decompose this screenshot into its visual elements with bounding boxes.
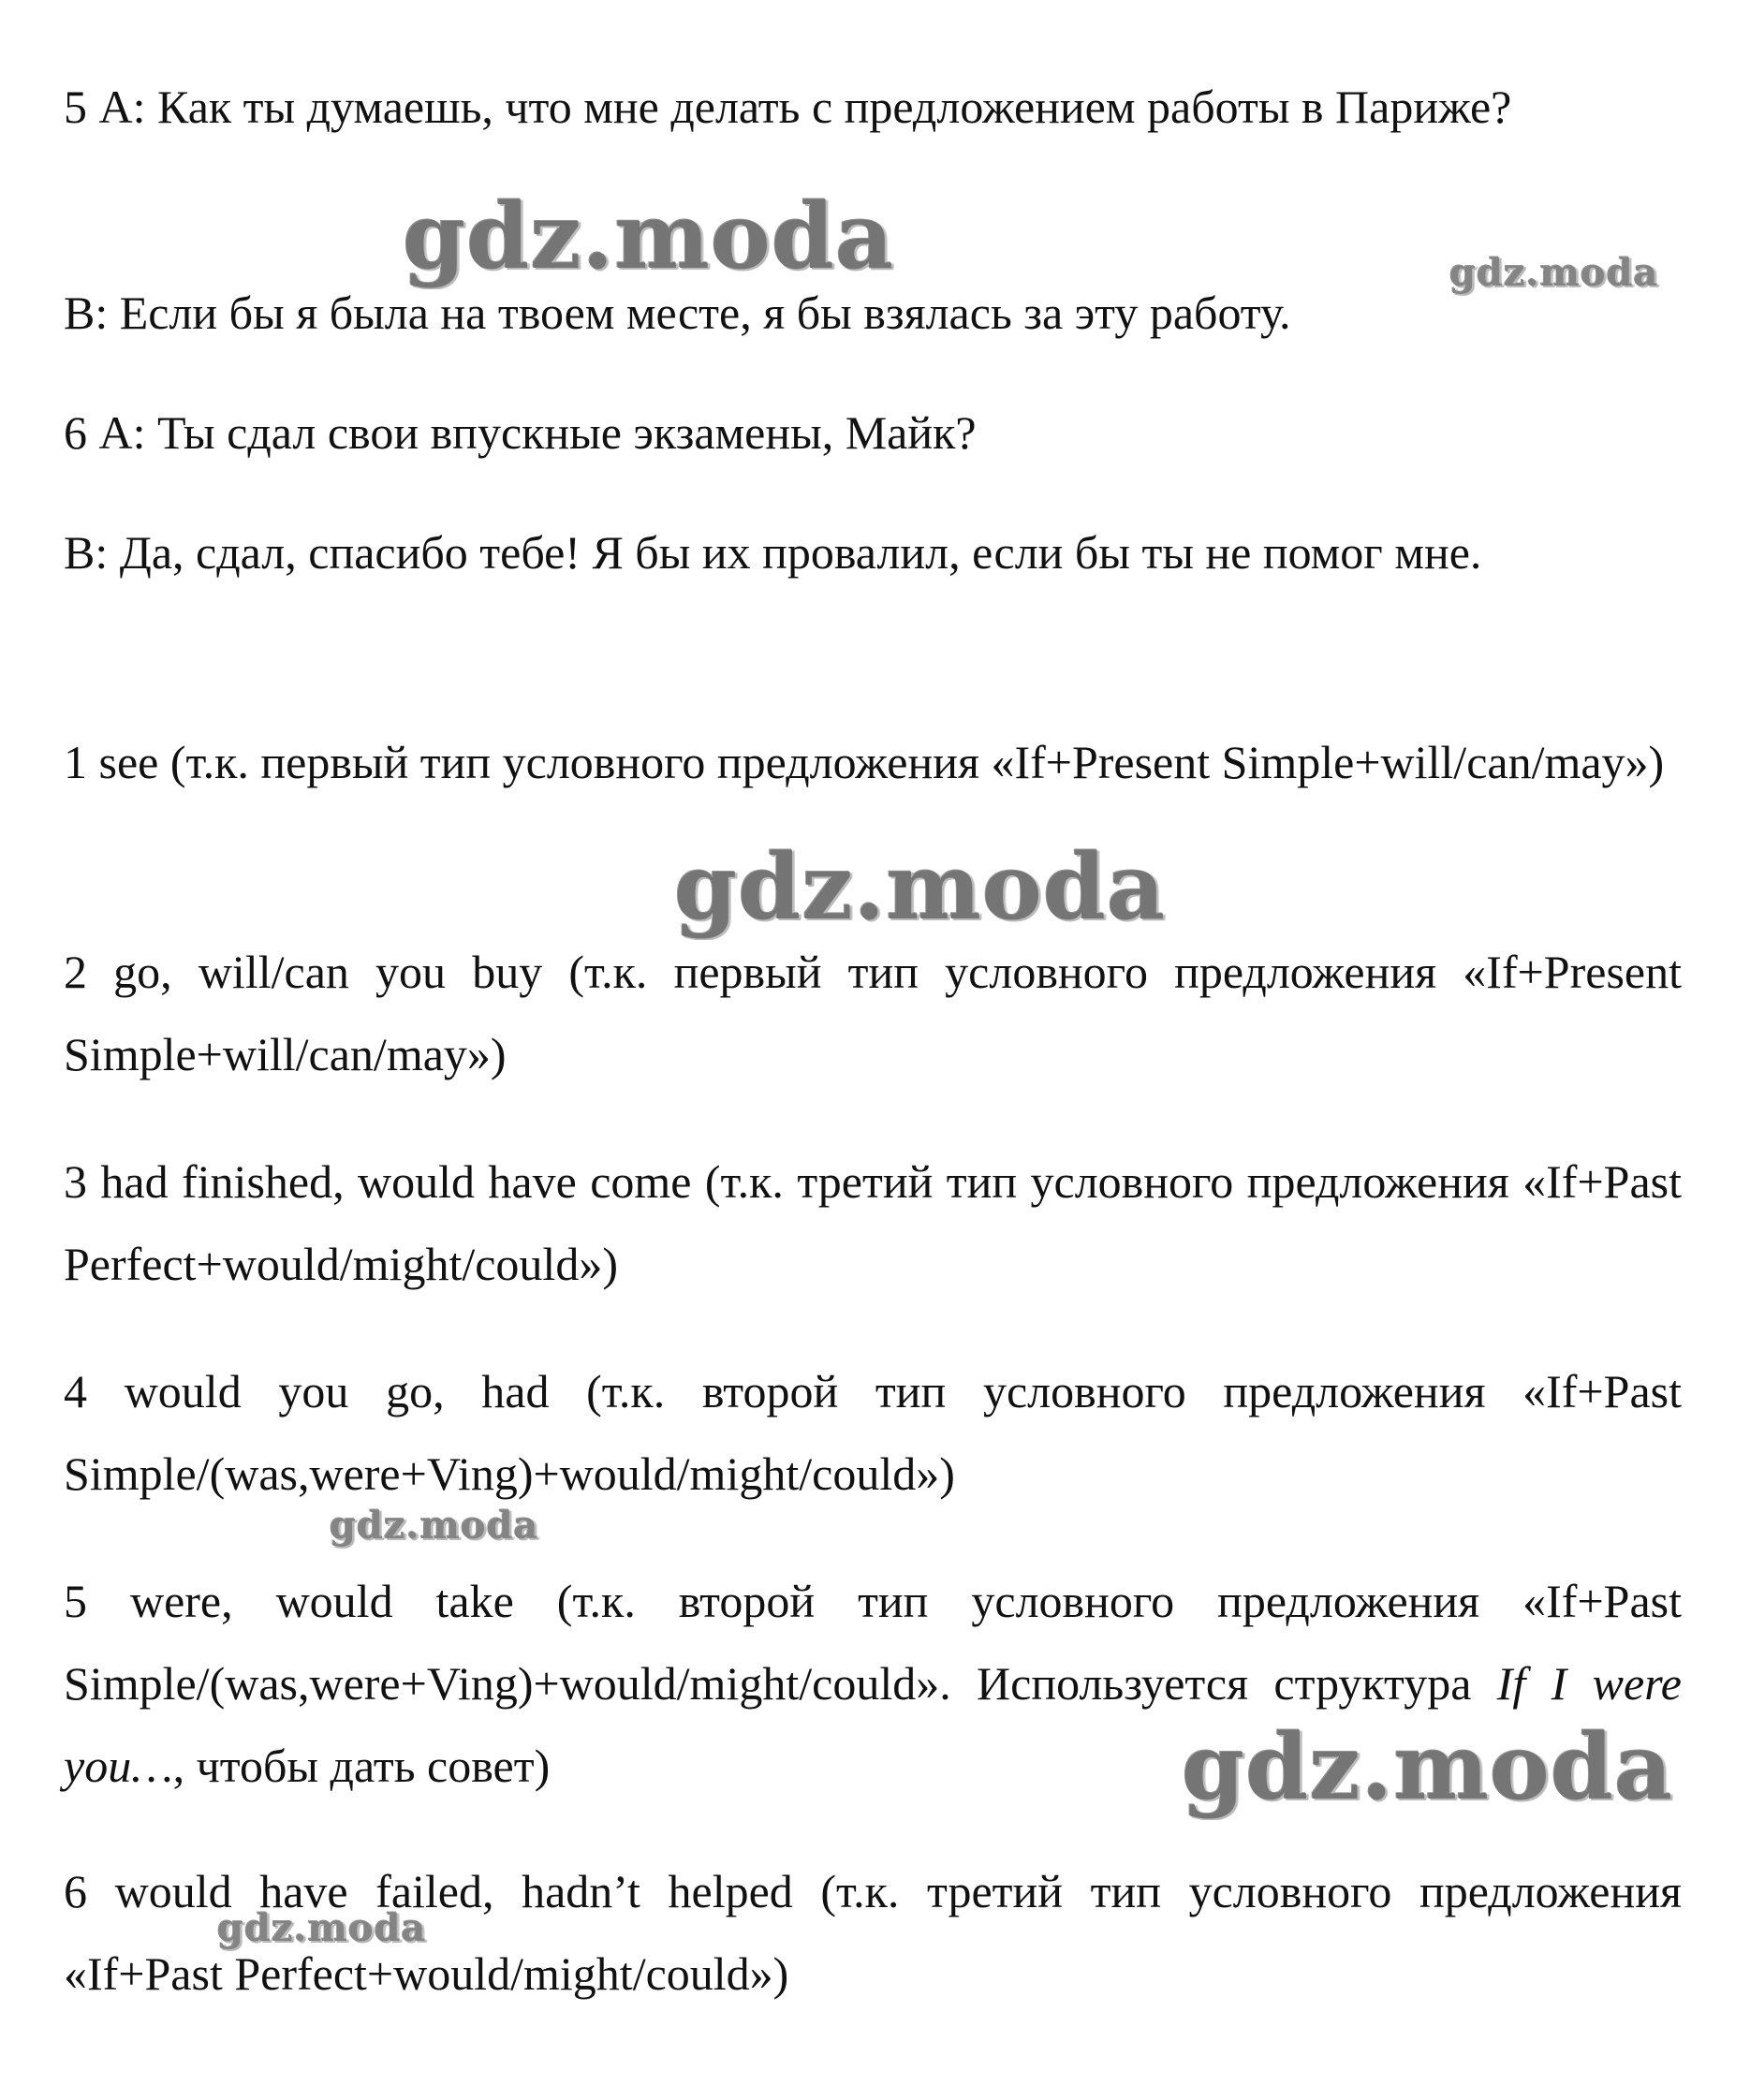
watermark-logo: gdz.moda: [217, 1906, 427, 1950]
dialogue-5-a: 5 А: Как ты думаешь, что мне делать с предложением работы в Париже?: [64, 81, 1512, 133]
watermark-logo: gdz.moda: [403, 184, 895, 289]
answer-6: 6 would have failed, hadn’t helped (т.к. третий тип условного предложения «If+Past Perfect+would/might/could»): [64, 1865, 1682, 2000]
answer-5-text-end: , чтобы дать совет): [172, 1740, 551, 1792]
answer-5-text: 5 were, would take (т.к. второй тип условного предложения «If+Past Simple/(was,were+Ving)+would/might/could». Используется структура: [64, 1575, 1682, 1710]
answer-4: 4 would you go, had (т.к. второй тип условного предложения «If+Past Simple/(was,were+Ving)+would/might/could»): [64, 1365, 1682, 1500]
answer-1: 1 see (т.к. первый тип условного предложения «If+Present Simple+will/can/may»): [64, 736, 1665, 788]
dialogue-5-b: В: Если бы я была на твоем месте, я бы взялась за эту работу.: [64, 286, 1291, 339]
watermark-logo: gdz.moda: [1182, 1714, 1674, 1820]
answer-5-italic-phrase: If I were you…: [64, 1657, 1682, 1792]
watermark-logo: gdz.moda: [674, 834, 1167, 940]
answer-3: 3 had finished, would have come (т.к. третий тип условного предложения «If+Past Perfect+would/might/could»): [64, 1155, 1682, 1290]
dialogue-6-b: В: Да, сдал, спасибо тебе! Я бы их провалил, если бы ты не помог мне.: [64, 526, 1482, 579]
answer-2: 2 go, will/can you buy (т.к. первый тип условного предложения «If+Present Simple+will/can/may»): [64, 946, 1682, 1080]
watermark-logo: gdz.moda: [1449, 251, 1659, 295]
dialogue-6-a: 6 А: Ты сдал свои впускные экзамены, Майк?: [64, 406, 977, 459]
watermark-logo: gdz.moda: [330, 1504, 539, 1548]
